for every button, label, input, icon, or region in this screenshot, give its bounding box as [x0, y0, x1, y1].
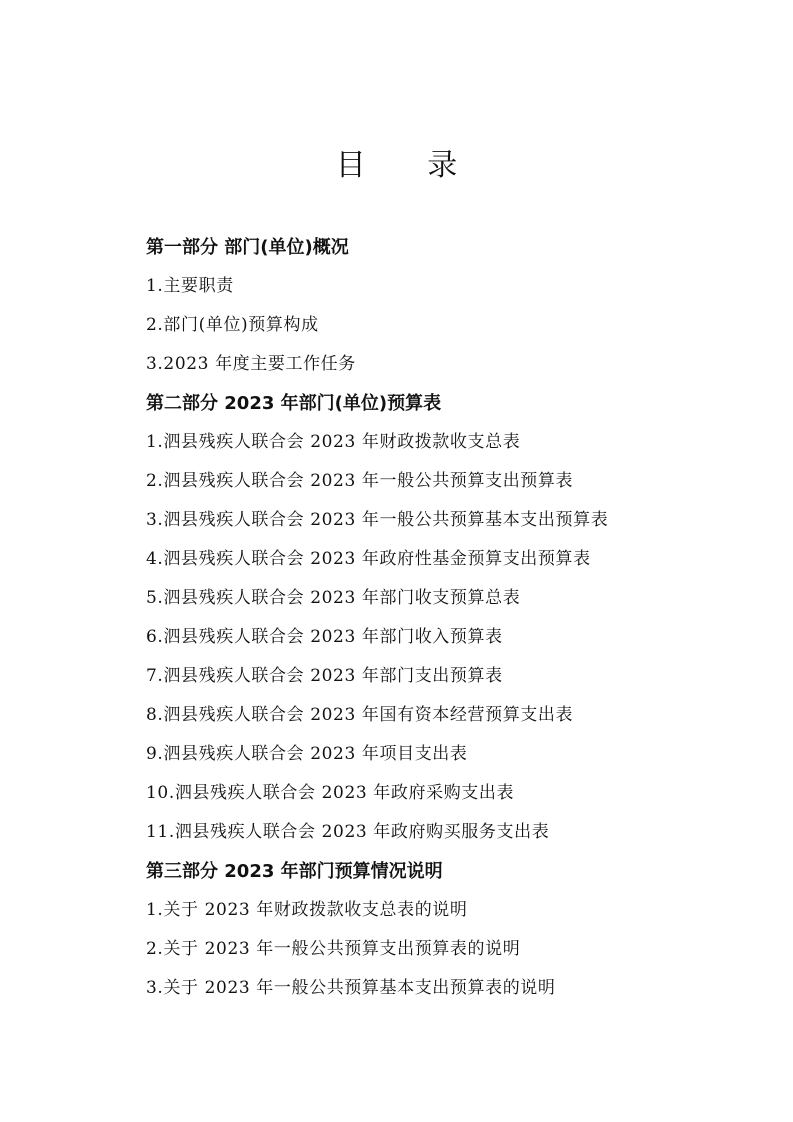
toc-item[interactable]: 3.关于 2023 年一般公共预算基本支出预算表的说明 — [146, 978, 556, 998]
toc-item[interactable]: 7.泗县残疾人联合会 2023 年部门支出预算表 — [146, 666, 503, 686]
toc-item[interactable]: 2.部门(单位)预算构成 — [146, 315, 319, 335]
toc-item[interactable]: 3.泗县残疾人联合会 2023 年一般公共预算基本支出预算表 — [146, 510, 609, 530]
toc-item[interactable]: 10.泗县残疾人联合会 2023 年政府采购支出表 — [146, 783, 515, 803]
toc-section-3 — [146, 852, 746, 1008]
toc-item[interactable]: 1.关于 2023 年财政拨款收支总表的说明 — [146, 900, 468, 920]
toc-item[interactable]: 6.泗县残疾人联合会 2023 年部门收入预算表 — [146, 627, 503, 647]
section-heading[interactable]: 第一部分 部门(单位)概况 — [146, 237, 349, 258]
toc-item[interactable]: 9.泗县残疾人联合会 2023 年项目支出表 — [146, 744, 468, 764]
toc-item[interactable]: 5.泗县残疾人联合会 2023 年部门收支预算总表 — [146, 588, 521, 608]
table-of-contents — [146, 228, 746, 1008]
toc-section-1 — [146, 228, 746, 384]
toc-section-2 — [146, 384, 746, 852]
toc-item[interactable]: 1.泗县残疾人联合会 2023 年财政拨款收支总表 — [146, 432, 521, 452]
toc-item[interactable]: 3.2023 年度主要工作任务 — [146, 354, 356, 374]
toc-item[interactable]: 2.泗县残疾人联合会 2023 年一般公共预算支出预算表 — [146, 471, 574, 491]
toc-item[interactable]: 11.泗县残疾人联合会 2023 年政府购买服务支出表 — [146, 822, 550, 842]
toc-item[interactable]: 2.关于 2023 年一般公共预算支出预算表的说明 — [146, 939, 521, 959]
section-heading[interactable]: 第二部分 2023 年部门(单位)预算表 — [146, 393, 442, 414]
toc-item[interactable]: 8.泗县残疾人联合会 2023 年国有资本经营预算支出表 — [146, 705, 574, 725]
toc-item[interactable]: 1.主要职责 — [146, 276, 234, 296]
section-heading[interactable]: 第三部分 2023 年部门预算情况说明 — [146, 861, 443, 882]
toc-item[interactable]: 4.泗县残疾人联合会 2023 年政府性基金预算支出预算表 — [146, 549, 591, 569]
page-title: 目 录 — [335, 148, 484, 183]
